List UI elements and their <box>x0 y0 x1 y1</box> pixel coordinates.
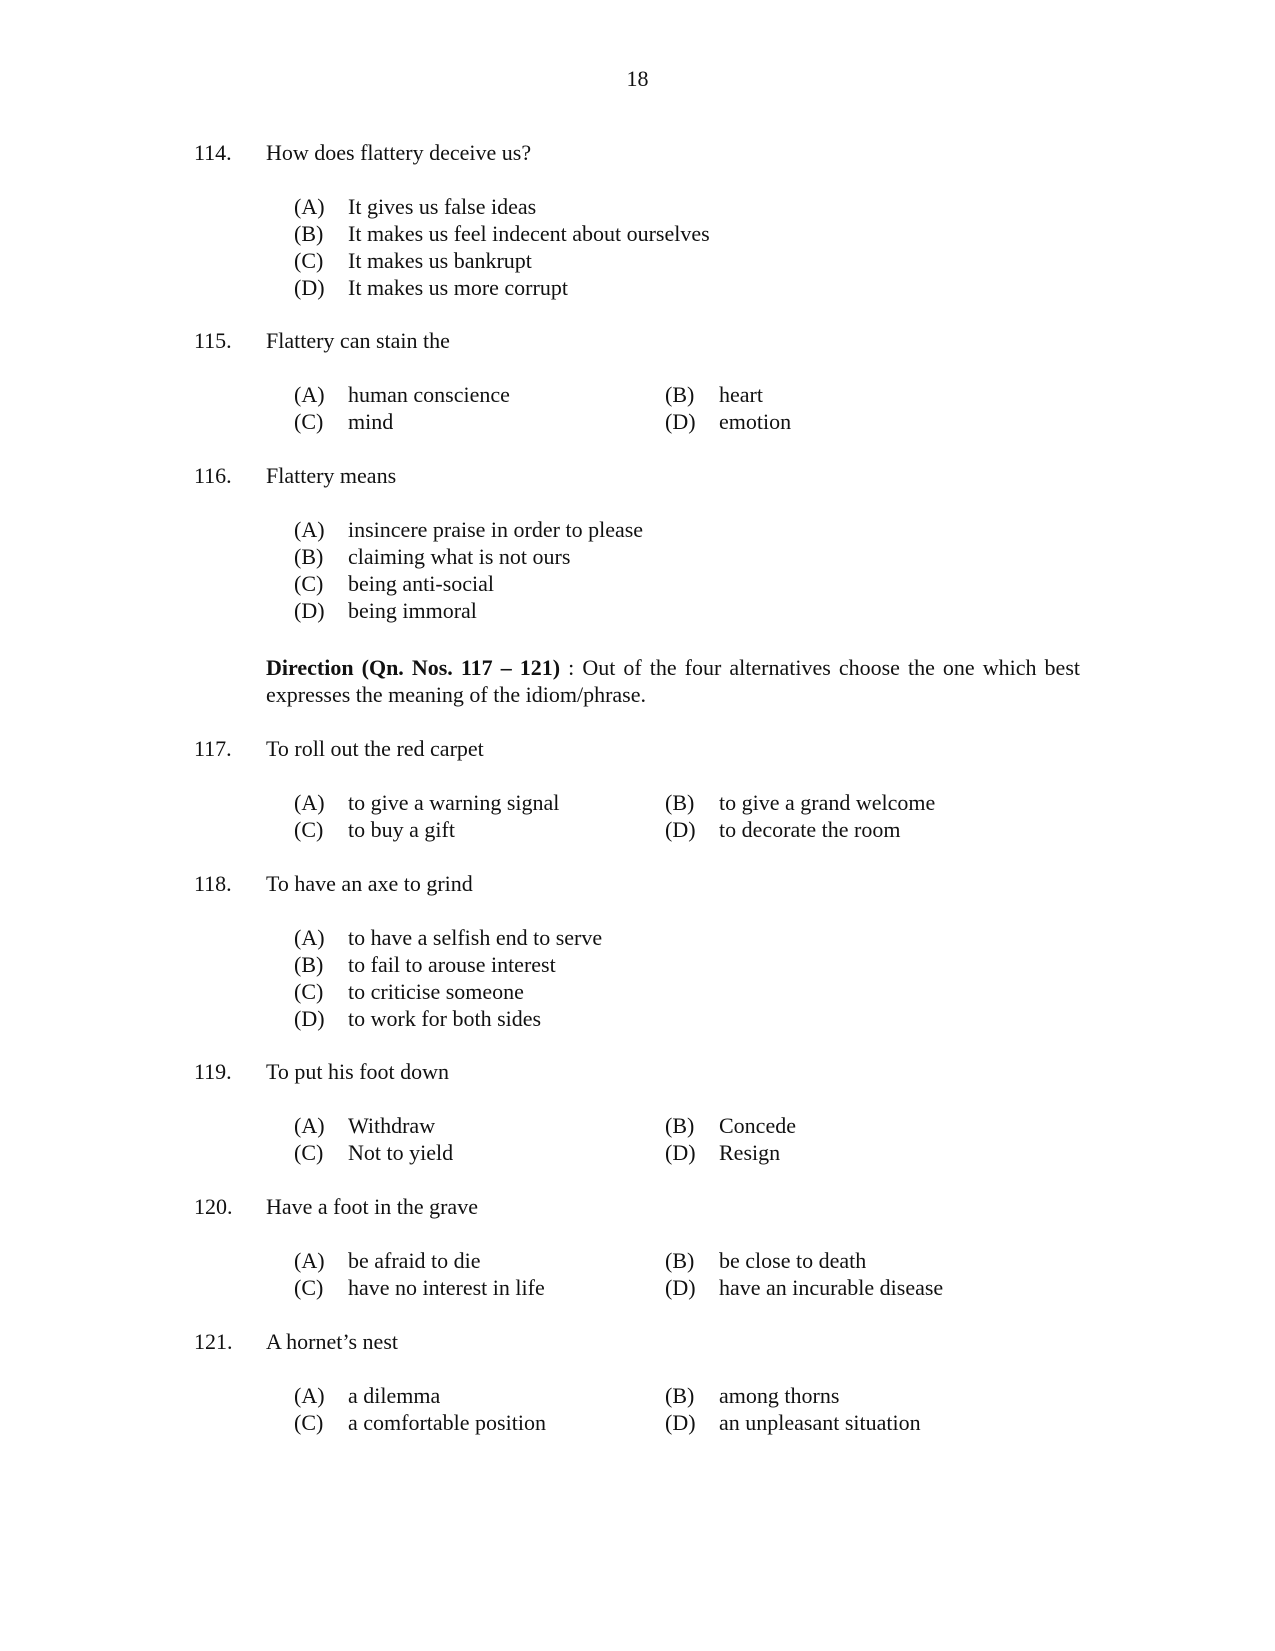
option-label: (D) <box>665 1410 696 1435</box>
option-label: (A) <box>294 1113 325 1138</box>
option-label: (B) <box>665 1113 695 1138</box>
direction-label: Direction (Qn. Nos. 117 – 121) <box>266 655 561 680</box>
option-label: (C) <box>294 409 324 434</box>
option-text: mind <box>348 409 394 434</box>
options-grid <box>294 790 1094 844</box>
question-number: 114. <box>194 140 232 165</box>
question-number: 115. <box>194 328 232 353</box>
question-text: Flattery means <box>266 463 397 488</box>
option-label: (D) <box>665 1275 696 1300</box>
option-label: (C) <box>294 1410 324 1435</box>
page-number: 18 <box>626 66 649 91</box>
option-text: to criticise someone <box>348 979 524 1004</box>
question-text: Have a foot in the grave <box>266 1194 478 1219</box>
option-text: Not to yield <box>348 1140 454 1165</box>
question-text: How does flattery deceive us? <box>266 140 532 165</box>
option-text: It makes us more corrupt <box>348 275 568 300</box>
option-text: human conscience <box>348 382 510 407</box>
option-text: be afraid to die <box>348 1248 481 1273</box>
options-grid <box>294 1248 1094 1302</box>
option-label: (C) <box>294 248 324 273</box>
question-text: To put his foot down <box>266 1059 450 1084</box>
option-text: a comfortable position <box>348 1410 546 1435</box>
direction-text: : Out of the four alternatives choose the one which best expresses the meaning of the idiom/phrase. <box>266 655 1080 707</box>
option-label: (A) <box>294 194 325 219</box>
option-text: to have a selfish end to serve <box>348 925 603 950</box>
option-label: (A) <box>294 517 325 542</box>
option-text: Resign <box>719 1140 781 1165</box>
options-grid <box>294 1113 1094 1167</box>
option-text: being anti-social <box>348 571 495 596</box>
option-label: (B) <box>665 1248 695 1273</box>
question-number: 121. <box>194 1329 233 1354</box>
option-text: be close to death <box>719 1248 867 1273</box>
option-label: (B) <box>294 221 324 246</box>
option-text: heart <box>719 382 763 407</box>
option-text: to buy a gift <box>348 817 455 842</box>
option-label: (A) <box>294 382 325 407</box>
option-text: to give a grand welcome <box>719 790 936 815</box>
option-label: (B) <box>665 790 695 815</box>
option-label: (D) <box>665 817 696 842</box>
option-label: (C) <box>294 1275 324 1300</box>
question-number: 118. <box>194 871 232 896</box>
option-text: emotion <box>719 409 792 434</box>
option-text: have an incurable disease <box>719 1275 944 1300</box>
option-label: (D) <box>294 598 325 623</box>
option-text: an unpleasant situation <box>719 1410 921 1435</box>
option-label: (D) <box>294 1006 325 1031</box>
question-number: 117. <box>194 736 232 761</box>
option-label: (D) <box>294 275 325 300</box>
option-label: (D) <box>665 1140 696 1165</box>
option-text: to give a warning signal <box>348 790 560 815</box>
question-text: To roll out the red carpet <box>266 736 484 761</box>
question-number: 119. <box>194 1059 232 1084</box>
option-text: to fail to arouse interest <box>348 952 556 977</box>
option-text: It makes us bankrupt <box>348 248 532 273</box>
option-label: (B) <box>294 544 324 569</box>
option-text: claiming what is not ours <box>348 544 571 569</box>
direction-instructions <box>266 654 1080 708</box>
option-label: (A) <box>294 1248 325 1273</box>
options-grid <box>294 1383 1094 1437</box>
option-label: (B) <box>665 382 695 407</box>
question-text: A hornet’s nest <box>266 1329 398 1354</box>
option-text: Concede <box>719 1113 796 1138</box>
option-text: to decorate the room <box>719 817 901 842</box>
option-label: (D) <box>665 409 696 434</box>
option-text: have no interest in life <box>348 1275 545 1300</box>
question-text: To have an axe to grind <box>266 871 473 896</box>
option-label: (A) <box>294 790 325 815</box>
option-text: to work for both sides <box>348 1006 542 1031</box>
option-label: (C) <box>294 571 324 596</box>
option-label: (C) <box>294 817 324 842</box>
option-label: (B) <box>294 952 324 977</box>
question-text: Flattery can stain the <box>266 328 450 353</box>
question-number: 120. <box>194 1194 233 1219</box>
option-label: (A) <box>294 925 325 950</box>
option-label: (C) <box>294 979 324 1004</box>
option-text: among thorns <box>719 1383 840 1408</box>
option-text: insincere praise in order to please <box>348 517 644 542</box>
option-text: being immoral <box>348 598 477 623</box>
option-label: (A) <box>294 1383 325 1408</box>
option-label: (B) <box>665 1383 695 1408</box>
options-grid <box>294 382 1094 436</box>
option-text: a dilemma <box>348 1383 441 1408</box>
option-text: It makes us feel indecent about ourselves <box>348 221 710 246</box>
option-text: Withdraw <box>348 1113 436 1138</box>
option-label: (C) <box>294 1140 324 1165</box>
option-text: It gives us false ideas <box>348 194 537 219</box>
question-number: 116. <box>194 463 232 488</box>
